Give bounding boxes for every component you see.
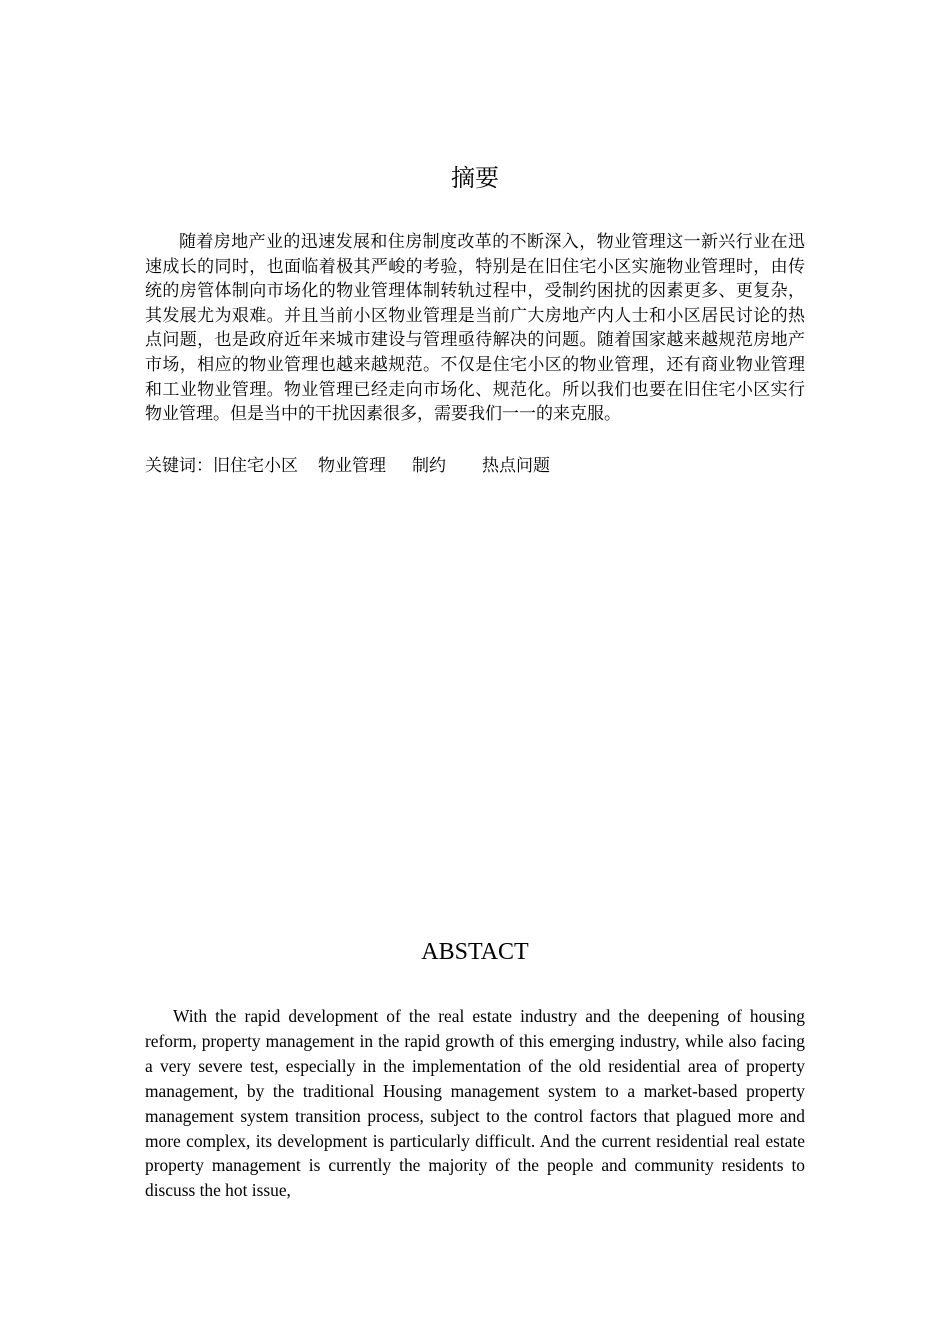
english-abstract-body: With the rapid development of the real estate industry and the deepening of housing reform, property management in the rapid growth of this emerging industry, while also facing a very severe test, especially in the implementation of the old residential area of property management, by the traditional Housing management system to a market-based property management system transition process, subject to the control factors that plagued more and more complex, its development is particularly difficult. And the current residential real estate property management is currently the majority of the people and community residents to discuss the hot issue, [145, 1006, 805, 1201]
keyword-item: 热点问题 [482, 456, 550, 476]
english-abstract-title: ABSTACT [421, 939, 529, 965]
chinese-abstract-body: 随着房地产业的迅速发展和住房制度改革的不断深入，物业管理这一新兴行业在迅速成长的同时，也面临着极其严峻的考验，特别是在旧住宅小区实施物业管理时，由传统的房管体制向市场化的物业管理体制转轨过程中，受制约困扰的因素更多、更复杂，其发展尤为艰难。并且当前小区物业管理是当前广大房地产内人士和小区居民讨论的热点问题，也是政府近年来城市建设与管理亟待解决的问题。随着国家越来越规范房地产市场，相应的物业管理也越来越规范。不仅是住宅小区的物业管理，还有商业物业管理和工业物业管理。物业管理已经走向市场化、规范化。所以我们也要在旧住宅小区实行物业管理。但是当中的干扰因素很多，需要我们一一的来克服。 [145, 232, 805, 425]
keywords-label: 关键词： [145, 456, 213, 476]
chinese-abstract-title: 摘要 [451, 164, 499, 192]
keyword-item: 物业管理 [318, 456, 386, 476]
keyword-item: 制约 [412, 456, 446, 476]
keyword-item: 旧住宅小区 [213, 456, 298, 476]
chinese-keywords-line [145, 454, 805, 478]
